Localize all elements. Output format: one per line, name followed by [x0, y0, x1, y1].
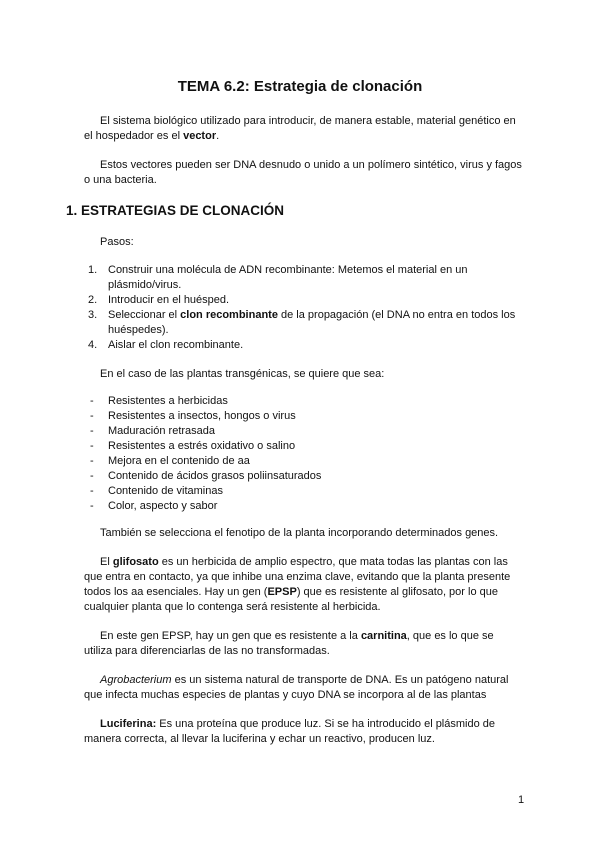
trait-text: Color, aspecto y sabor	[108, 500, 218, 512]
trait-text: Maduración retrasada	[108, 425, 216, 437]
dash-bullet: -	[90, 440, 94, 452]
step-text: Construir una molécula de ADN recombinante: Metemos el material en un plásmido/virus.	[108, 264, 468, 291]
dash-bullet: -	[90, 470, 94, 482]
step-text: Seleccionar el	[108, 309, 181, 321]
list-item	[84, 484, 524, 499]
trait-text: Contenido de vitaminas	[108, 485, 223, 497]
trait-text: Resistentes a estrés oxidativo o salino	[108, 440, 296, 452]
intro-text: El sistema biológico utilizado para introducir, de manera estable, material genético en el hospedador es el	[84, 115, 516, 142]
list-item	[84, 499, 524, 514]
phenotype-text: También se selecciona el fenotipo de la planta incorporando determinados genes.	[100, 527, 499, 539]
carnitina-term: carnitina	[360, 630, 407, 642]
steps-label	[84, 235, 524, 250]
step-text: Introducir en el huésped.	[108, 294, 230, 306]
intro-paragraph-vector	[84, 114, 524, 144]
luciferina-paragraph	[84, 717, 524, 747]
list-item	[84, 263, 524, 293]
page-number: 1	[518, 794, 525, 806]
trait-text: Resistentes a herbicidas	[108, 395, 228, 407]
step-number: 2.	[88, 294, 98, 306]
intro-text-end: .	[216, 130, 220, 142]
dash-bullet: -	[90, 500, 94, 512]
list-item	[84, 338, 524, 353]
list-item	[84, 439, 524, 454]
plants-intro-text: En el caso de las plantas transgénicas, se quiere que sea:	[100, 368, 385, 380]
list-item	[84, 394, 524, 409]
dash-bullet: -	[90, 425, 94, 437]
steps-list	[84, 263, 524, 353]
epsp-text: En este gen EPSP, hay un gen que es resistente a la	[100, 630, 361, 642]
plants-intro	[84, 367, 524, 382]
dash-bullet: -	[90, 485, 94, 497]
steps-label-text: Pasos:	[100, 236, 134, 248]
glifosato-paragraph	[84, 555, 524, 615]
glifosato-text-mid: es un herbicida de amplio espectro, que mata todas las plantas con las que entra en contacto, ya que inhibe una enzima clave, evitando que la planta presente todos los aa esenciales. Hay un gen (	[84, 556, 511, 598]
step-number: 1.	[88, 264, 98, 276]
vector-term: vector	[183, 130, 217, 142]
clon-recombinante-term: clon recombinante	[180, 309, 278, 321]
luciferina-text: Es una proteína que produce luz. Si se ha introducido el plásmido de manera correcta, al llevar la luciferina y echar un reactivo, producen luz.	[84, 718, 496, 745]
step-number: 3.	[88, 309, 98, 321]
epsp-term: EPSP	[267, 586, 297, 598]
agrobacterium-term: Agrobacterium	[100, 674, 172, 686]
document-title: TEMA 6.2: Estrategia de clonación	[177, 78, 423, 95]
dash-bullet: -	[90, 395, 94, 407]
agrobacterium-paragraph	[84, 673, 524, 703]
list-item	[84, 308, 524, 338]
luciferina-term: Luciferina:	[100, 718, 157, 730]
section-heading: 1. ESTRATEGIAS DE CLONACIÓN	[66, 203, 285, 218]
intro-text-2: Estos vectores pueden ser DNA desnudo o unido a un polímero sintético, virus y fagos o una bacteria.	[84, 159, 522, 186]
list-item	[84, 469, 524, 484]
step-number: 4.	[88, 339, 98, 351]
agrobacterium-text: es un sistema natural de transporte de DNA. Es un patógeno natural que infecta muchas especies de plantas y cuyo DNA se incorpora al de las plantas	[84, 674, 509, 701]
trait-text: Resistentes a insectos, hongos o virus	[108, 410, 296, 422]
epsp-text-end: , que es lo que se utiliza para diferenciarlas de las no transformadas.	[84, 630, 494, 657]
list-item	[84, 409, 524, 424]
glifosato-text-end: ) que es resistente al glifosato, por lo que cualquier planta que lo contenga será resistente al herbicida.	[84, 586, 498, 613]
epsp-paragraph	[84, 629, 524, 659]
list-item	[84, 454, 524, 469]
trait-text: Mejora en el contenido de aa	[108, 455, 250, 467]
step-text-end: de la propagación (el DNA no entra en todos los huéspedes).	[108, 309, 516, 336]
glifosato-text: El	[100, 556, 113, 568]
intro-paragraph-vectors	[84, 158, 524, 188]
dash-bullet: -	[90, 455, 94, 467]
glifosato-term: glifosato	[112, 556, 159, 568]
list-item	[84, 293, 524, 308]
dash-bullet: -	[90, 410, 94, 422]
plant-traits-list	[84, 394, 524, 514]
step-text: Aislar el clon recombinante.	[108, 339, 244, 351]
list-item	[84, 424, 524, 439]
phenotype-paragraph	[84, 526, 524, 541]
trait-text: Contenido de ácidos grasos poliinsaturados	[108, 470, 322, 482]
